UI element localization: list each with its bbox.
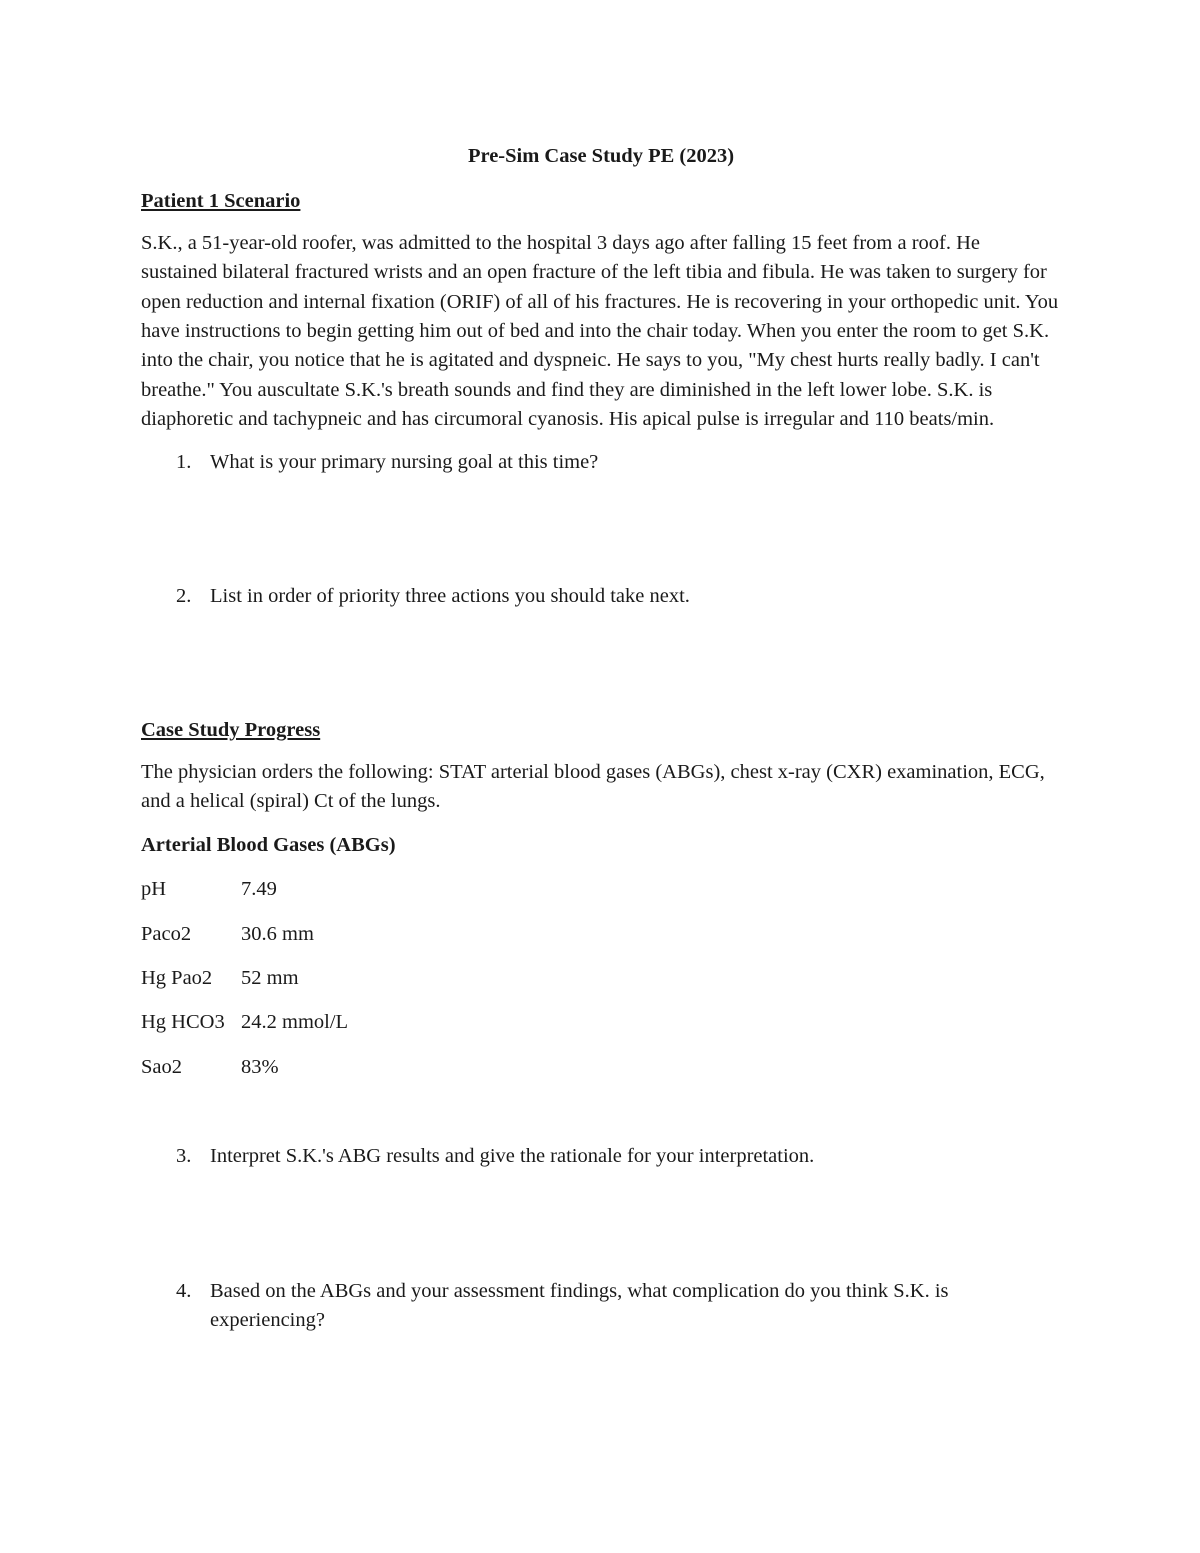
abg-label: Hg HCO3 [141, 1011, 225, 1034]
patient-scenario-text: S.K., a 51-year-old roofer, was admitted to the hospital 3 days ago after falling 15 feet from a roof. He sustained bilateral fractured wrists and an open fracture of the left tibia and fibula. He was taken to surgery for open reduction and internal fixation (ORIF) of all of his fractures. He is recovering in your orthopedic unit. You have instructions to begin getting him out of bed and into the chair today. When you enter the room to get S.K. into the chair, you notice that he is agitated and dyspneic. He says to you, "My chest hurts really badly. I can't breathe." You auscultate S.K.'s breath sounds and find they are diminished in the left lower lobe. S.K. is diaphoretic and tachypneic and has circumoral cyanosis. His apical pulse is irregular and 110 beats/min. [141, 231, 1059, 431]
patient-scenario-heading: Patient 1 Scenario [141, 190, 301, 213]
abg-value: 7.49 [241, 878, 277, 901]
question-number: 1. [176, 450, 192, 473]
abg-label: Paco2 [141, 922, 192, 945]
document-title: Pre-Sim Case Study PE (2023) [467, 145, 735, 167]
question-4 [141, 1277, 1061, 1336]
case-progress-heading: Case Study Progress [141, 719, 321, 742]
abg-value: 24.2 mmol/L [241, 1011, 349, 1034]
abg-row-pao2 [141, 964, 1061, 993]
question-text: What is your primary nursing goal at this time? [210, 450, 599, 473]
question-text: List in order of priority three actions you should take next. [210, 585, 690, 608]
question-number: 2. [176, 585, 192, 608]
document-page [141, 142, 1061, 1335]
question-3 [141, 1142, 1061, 1171]
abg-value: 52 mm [241, 966, 299, 989]
abg-value: 30.6 mm [241, 922, 314, 945]
abg-label: pH [141, 878, 167, 901]
abg-label: Hg Pao2 [141, 966, 213, 989]
question-text: Interpret S.K.'s ABG results and give the rationale for your interpretation. [210, 1145, 815, 1168]
abg-label: Sao2 [141, 1055, 182, 1078]
question-number: 4. [176, 1279, 192, 1302]
question-text: Based on the ABGs and your assessment findings, what complication do you think S.K. is experiencing? [210, 1279, 949, 1331]
question-number: 3. [176, 1145, 192, 1168]
abg-row-paco2 [141, 920, 1061, 949]
case-progress-text: The physician orders the following: STAT arterial blood gases (ABGs), chest x-ray (CXR) examination, ECG, and a helical (spiral) Ct of the lungs. [141, 760, 1045, 813]
question-2 [141, 582, 1061, 611]
abg-heading: Arterial Blood Gases (ABGs) [141, 833, 396, 856]
abg-row-sao2 [141, 1053, 1061, 1082]
question-1 [141, 448, 1061, 477]
abg-row-hco3 [141, 1008, 1061, 1037]
abg-value: 83% [241, 1055, 279, 1078]
abg-row-ph [141, 875, 1061, 904]
